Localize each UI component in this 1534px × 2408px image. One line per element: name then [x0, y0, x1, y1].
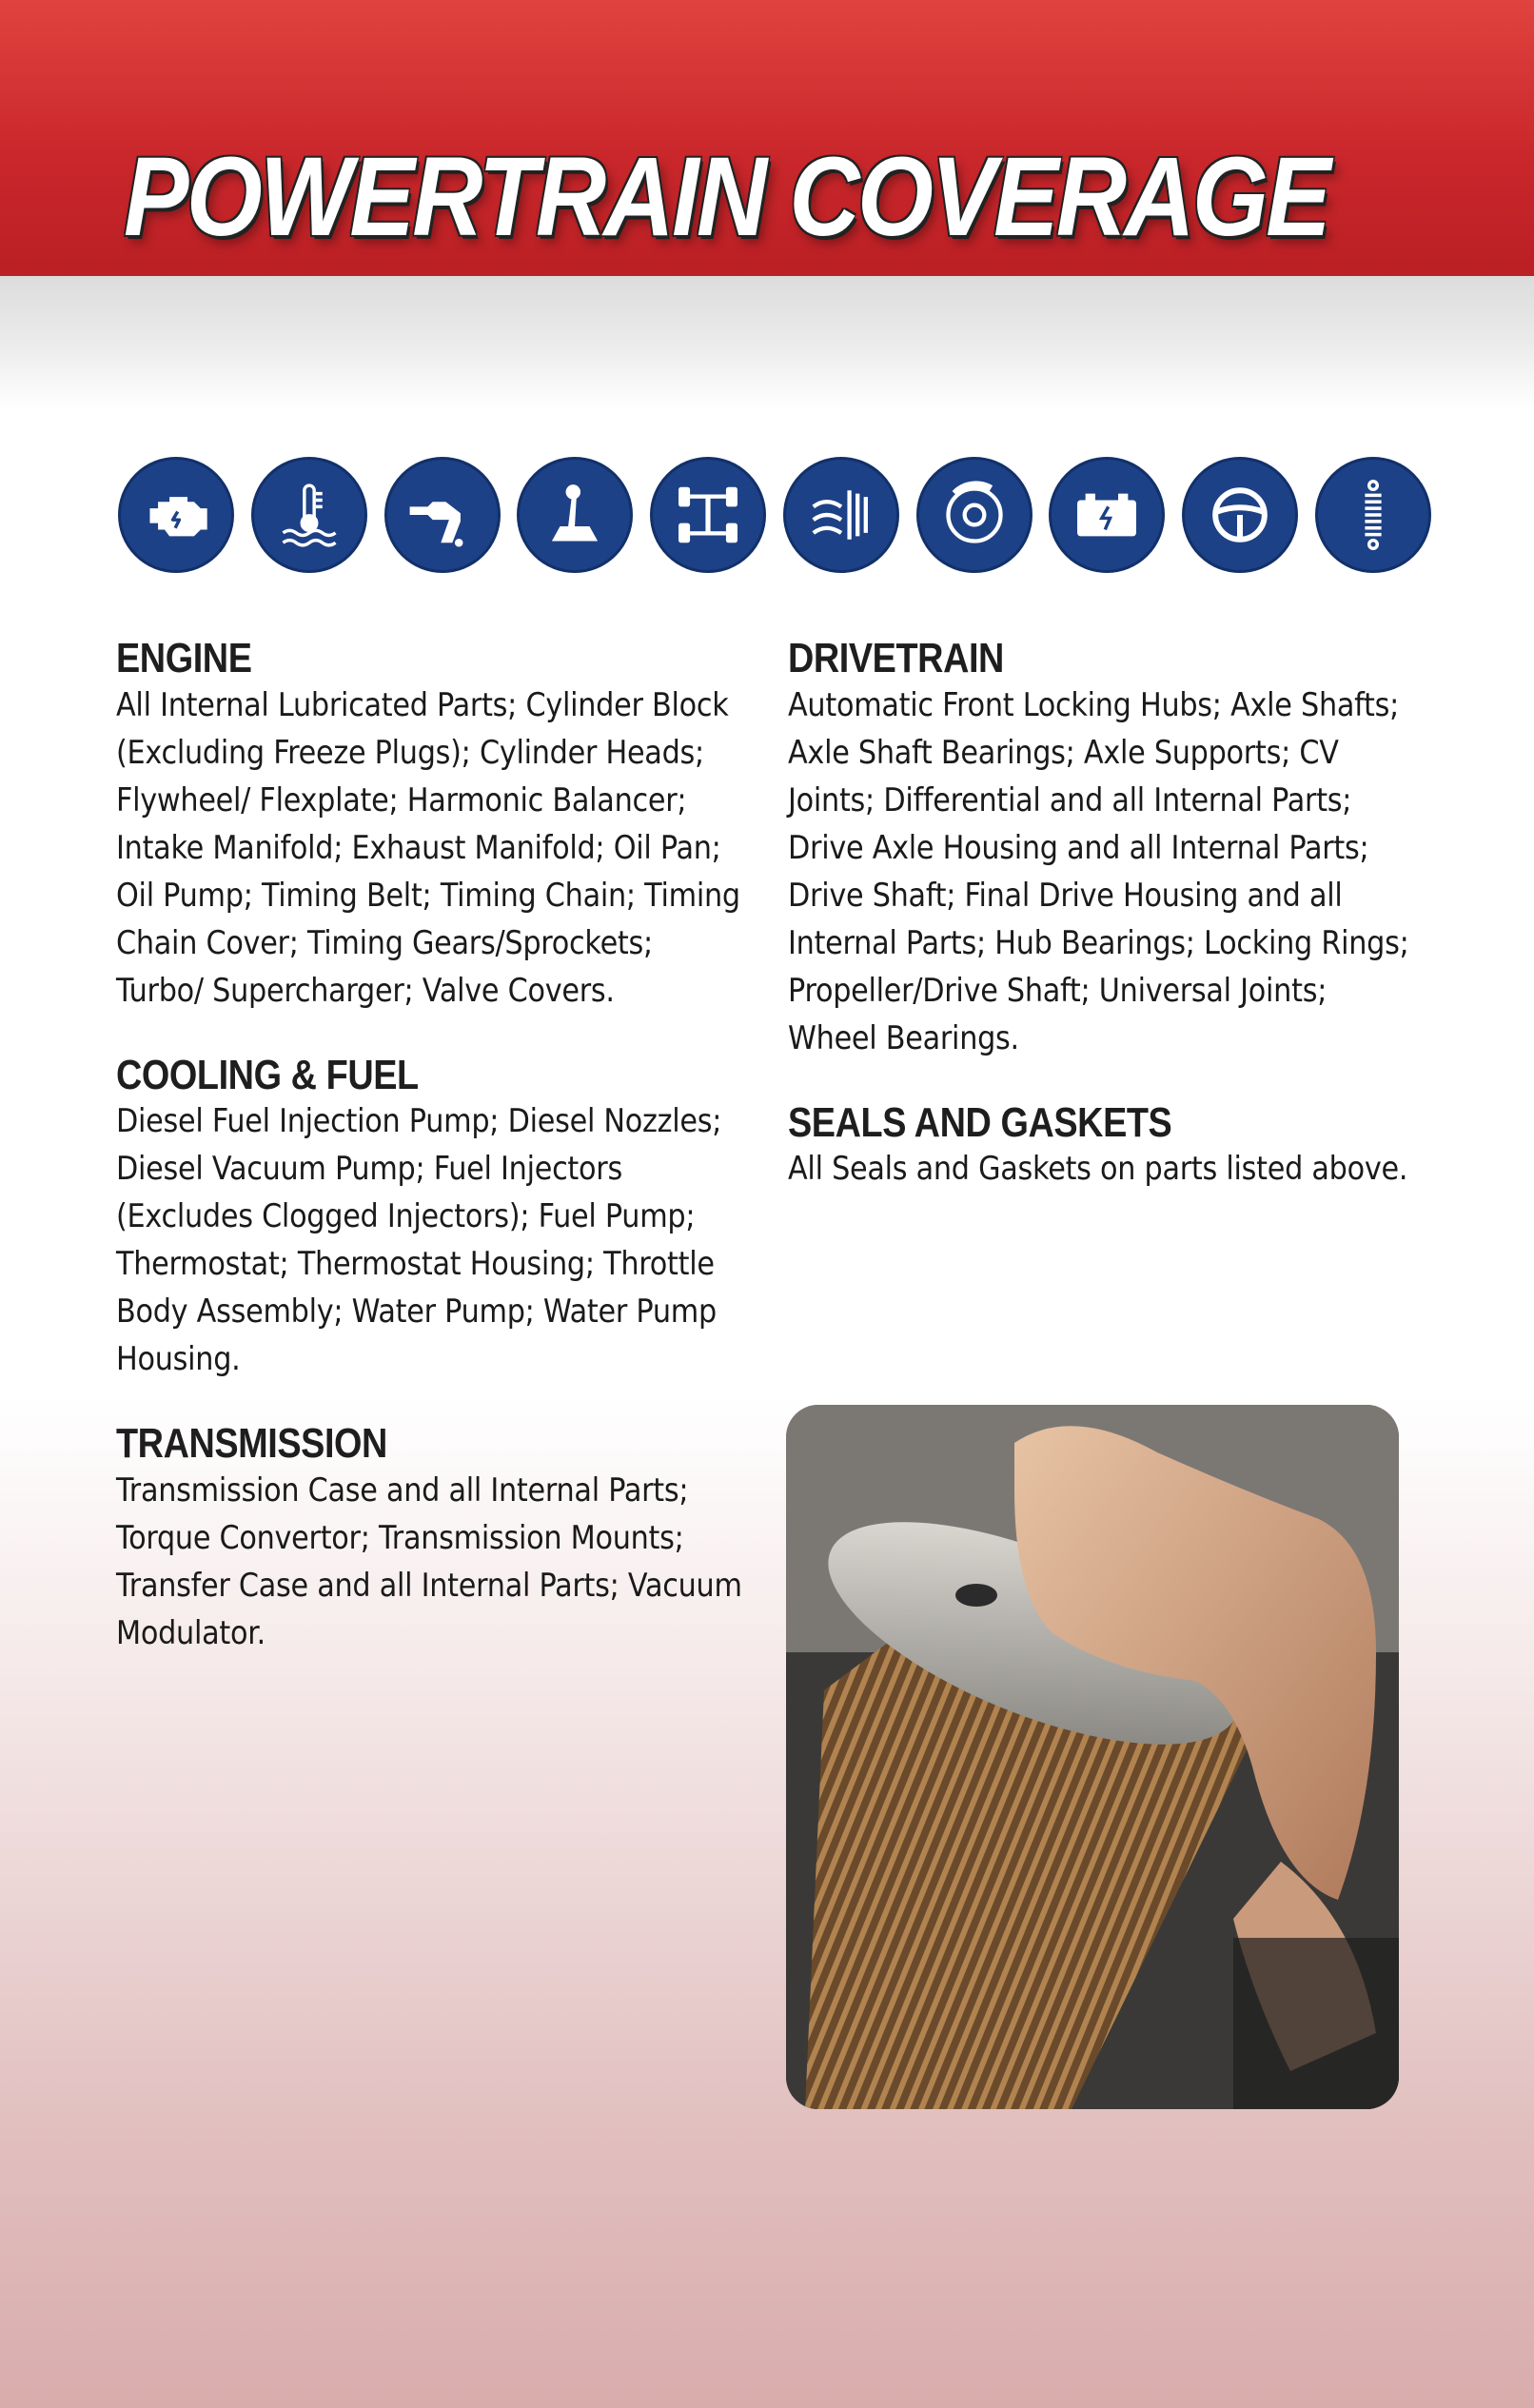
right-column [788, 636, 1416, 1231]
seals-gaskets-heading: SEALS AND GASKETS [788, 1098, 1172, 1146]
coolant-temperature-icon [251, 457, 367, 573]
cooling-fuel-parts: Diesel Fuel Injection Pump; Diesel Nozzles; Diesel Vacuum Pump; Fuel Injectors (Excludes Clogged Injectors); Fuel Pump; Thermostat; Thermostat Housing; Throttle Body Assembly; Water Pump; Water Pump Housing. [116, 1102, 722, 1379]
air-conditioning-icon [783, 457, 899, 573]
left-column [116, 636, 744, 1695]
seals-gaskets-parts: All Seals and Gaskets on parts listed above. [788, 1150, 1408, 1189]
brake-disc-icon [916, 457, 1032, 573]
drivetrain-parts: Automatic Front Locking Hubs; Axle Shafts; Axle Shaft Bearings; Axle Supports; CV Joints; Differential and all Internal Parts; Drive Axle Housing and all Internal Parts; Drive Shaft; Final Drive Housing and all Internal Parts; Hub Bearings; Locking Rings; Propeller/Drive Shaft; Universal Joints; Wheel Bearings. [788, 685, 1409, 1057]
shock-absorber-icon [1315, 457, 1431, 573]
coverage-icon-row [118, 457, 1431, 575]
steering-wheel-icon [1182, 457, 1298, 573]
axle-icon [650, 457, 766, 573]
fuel-nozzle-icon [384, 457, 501, 573]
drivetrain-heading: DRIVETRAIN [788, 635, 1004, 681]
transmission-parts: Transmission Case and all Internal Parts; Torque Convertor; Transmission Mounts; Transfer Case and all Internal Parts; Vacuum Modulator. [116, 1470, 742, 1652]
header-divider [0, 276, 1534, 409]
engine-section [116, 636, 744, 1015]
cooling-fuel-heading: COOLING & FUEL [116, 1051, 419, 1098]
gear-shifter-icon [517, 457, 633, 573]
page-title: POWERTRAIN COVERAGE [124, 134, 1329, 260]
cooling-fuel-section [116, 1053, 744, 1384]
battery-icon [1049, 457, 1165, 573]
oil-filter-photo [786, 1405, 1399, 2109]
transmission-heading: TRANSMISSION [116, 1420, 387, 1468]
drivetrain-section [788, 636, 1416, 1062]
engine-heading: ENGINE [116, 635, 252, 681]
transmission-section [116, 1421, 744, 1657]
engine-parts: All Internal Lubricated Parts; Cylinder Block (Excluding Freeze Plugs); Cylinder Heads; Flywheel/ Flexplate; Harmonic Balancer; Intake Manifold; Exhaust Manifold; Oil Pan; Oil Pump; Timing Belt; Timing Chain; Timing Chain Cover; Timing Gears/Sprockets; Turbo/ Supercharger; Valve Covers. [116, 685, 740, 1010]
seals-gaskets-section [788, 1100, 1416, 1194]
engine-icon [118, 457, 234, 573]
